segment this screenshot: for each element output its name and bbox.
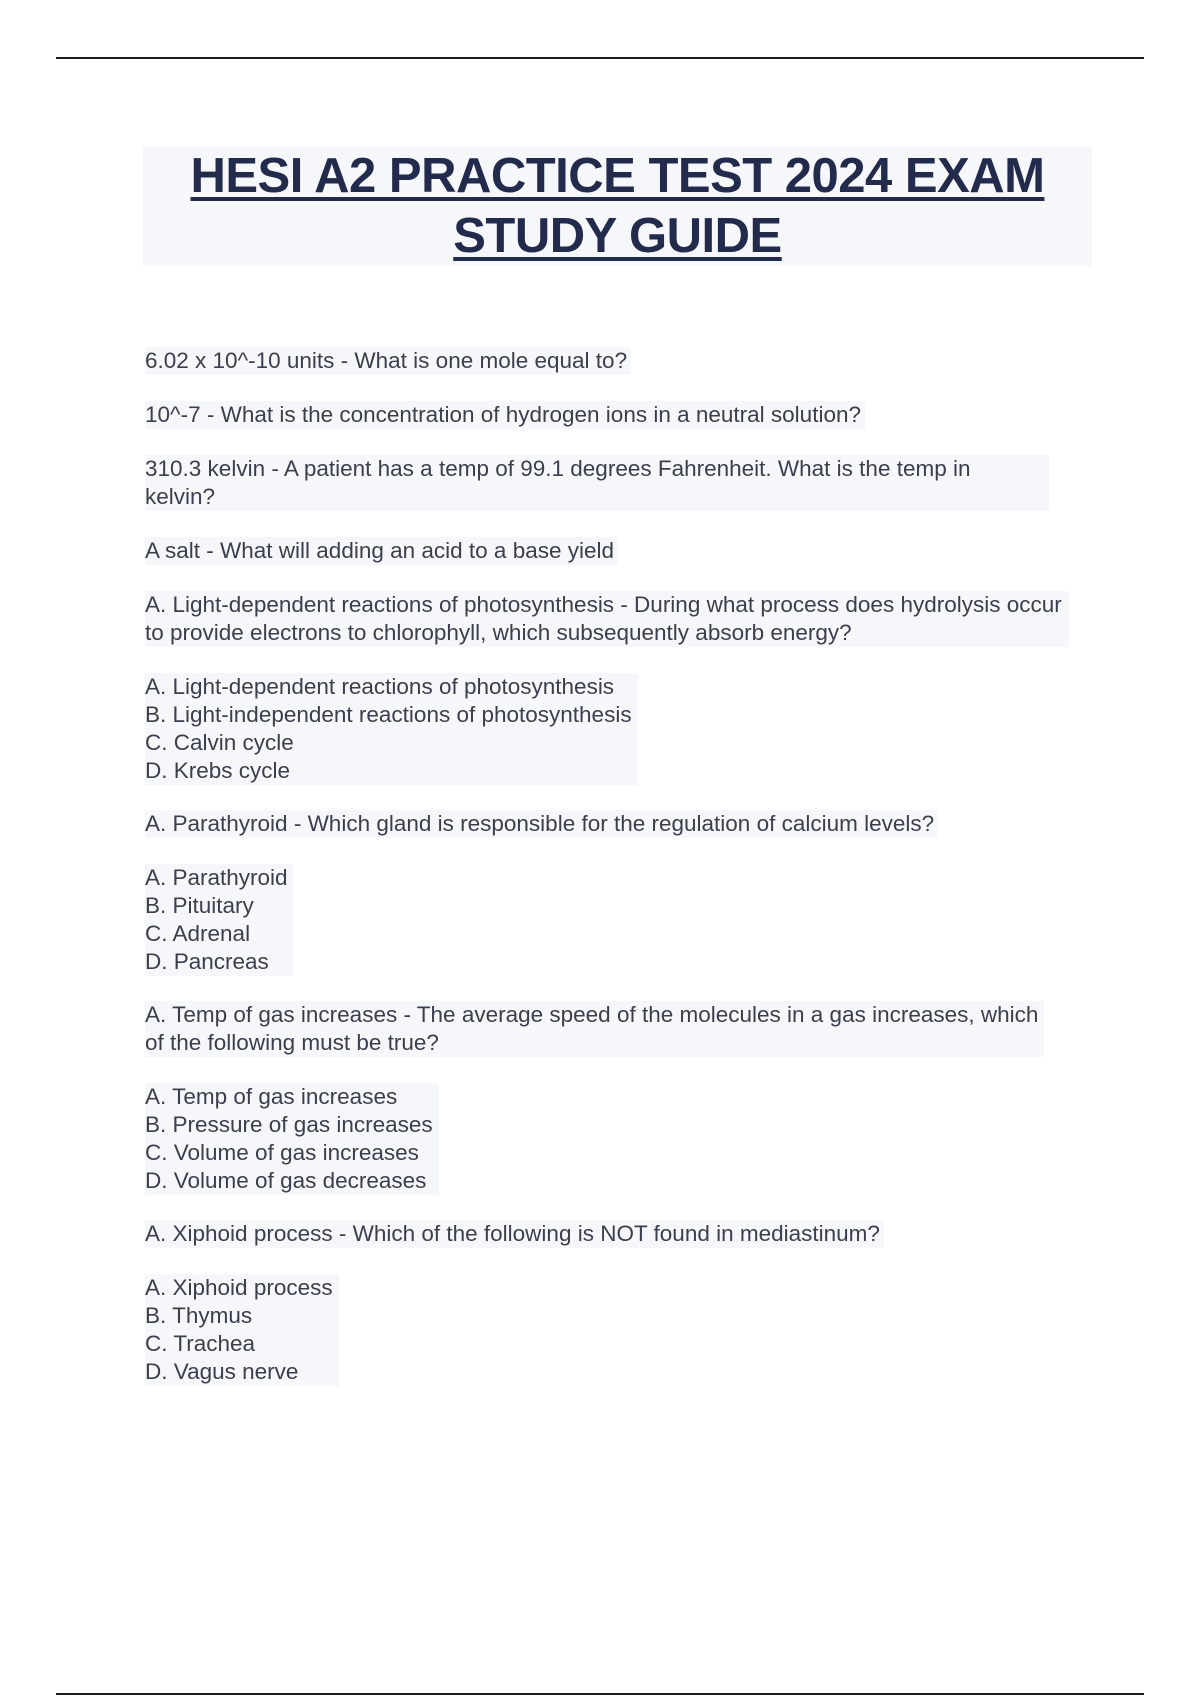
- qa-text: A. Temp of gas increases - The average speed of the molecules in a gas increases, which of the following must be true?: [145, 1001, 1044, 1057]
- qa-text: A. Xiphoid process - Which of the following is NOT found in mediastinum?: [145, 1220, 884, 1248]
- qa-entry: [145, 1220, 1095, 1248]
- title-line-1: HESI A2 PRACTICE TEST 2024 EXAM: [190, 149, 1045, 203]
- option-item: C. Trachea: [145, 1331, 256, 1356]
- title-line-2: STUDY GUIDE: [453, 209, 782, 263]
- qa-entry: [145, 810, 1095, 838]
- option-item: B. Light-independent reactions of photosynthesis: [145, 702, 632, 727]
- top-divider: [56, 57, 1144, 59]
- qa-entry: [145, 455, 1095, 511]
- option-item: B. Pituitary: [145, 893, 254, 918]
- qa-text: 10^-7 - What is the concentration of hydrogen ions in a neutral solution?: [145, 401, 865, 429]
- answer-options: [145, 864, 294, 976]
- option-item: D. Krebs cycle: [145, 758, 291, 783]
- option-item: C. Calvin cycle: [145, 730, 294, 755]
- answer-options: [145, 673, 638, 785]
- option-item: C. Volume of gas increases: [145, 1140, 419, 1165]
- option-item: D. Volume of gas decreases: [145, 1168, 427, 1193]
- qa-text: 6.02 x 10^-10 units - What is one mole equal to?: [145, 347, 631, 375]
- document-title: [143, 146, 1092, 266]
- qa-entry: [145, 591, 1095, 647]
- option-item: B. Thymus: [145, 1303, 253, 1328]
- option-item: A. Xiphoid process: [145, 1275, 333, 1300]
- option-item: A. Parathyroid: [145, 865, 288, 890]
- qa-text: A. Light-dependent reactions of photosynthesis - During what process does hydrolysis occur to provide electrons to chlorophyll, which subsequently absorb energy?: [145, 591, 1069, 647]
- option-item: C. Adrenal: [145, 921, 251, 946]
- qa-text: 310.3 kelvin - A patient has a temp of 99.1 degrees Fahrenheit. What is the temp in kelvin?: [145, 455, 1049, 511]
- answer-options: [145, 1274, 339, 1386]
- study-guide-content: [145, 347, 1095, 1411]
- bottom-divider: [56, 1693, 1144, 1695]
- option-item: D. Pancreas: [145, 949, 269, 974]
- option-item: A. Light-dependent reactions of photosynthesis: [145, 674, 615, 699]
- qa-entry: [145, 1001, 1095, 1057]
- qa-text: A salt - What will adding an acid to a base yield: [145, 537, 618, 565]
- option-item: B. Pressure of gas increases: [145, 1112, 433, 1137]
- option-item: A. Temp of gas increases: [145, 1084, 398, 1109]
- option-item: D. Vagus nerve: [145, 1359, 299, 1384]
- answer-options: [145, 1083, 439, 1195]
- qa-entry: [145, 401, 1095, 429]
- qa-text: A. Parathyroid - Which gland is responsible for the regulation of calcium levels?: [145, 810, 938, 838]
- qa-entry: [145, 537, 1095, 565]
- qa-entry: [145, 347, 1095, 375]
